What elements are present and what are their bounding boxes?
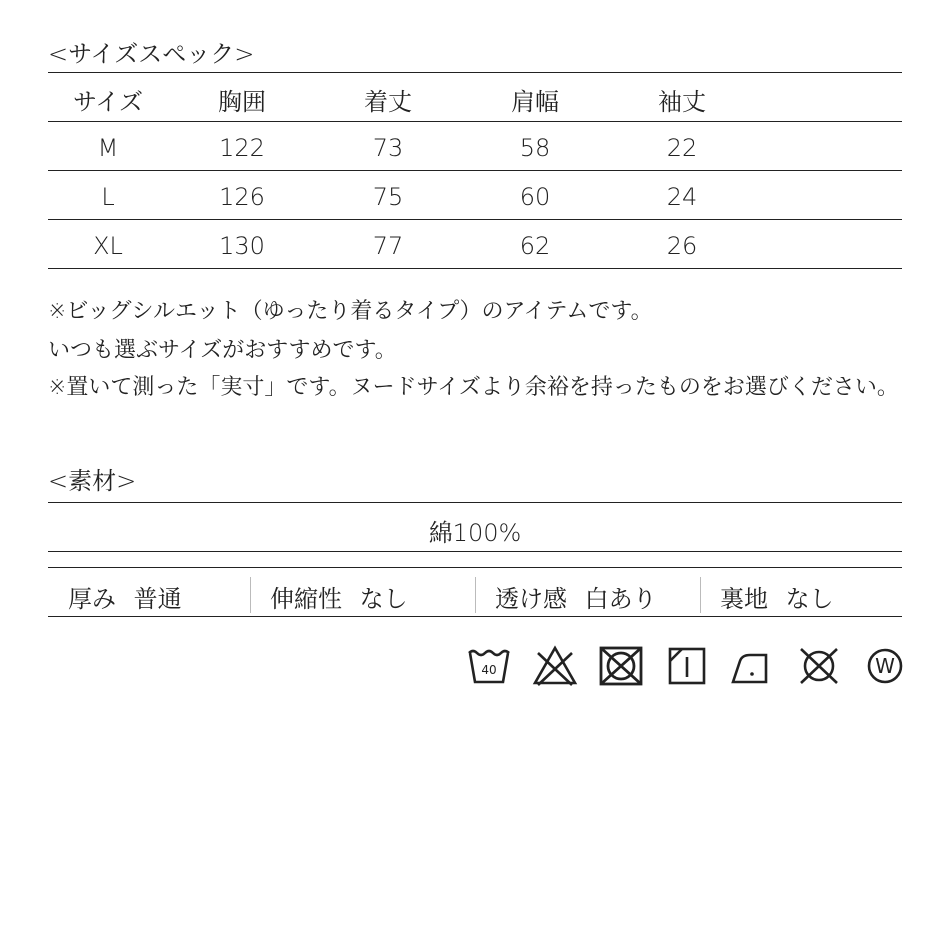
divider <box>250 577 251 613</box>
attribute-sheerness <box>495 579 657 614</box>
row-rule <box>48 219 902 220</box>
attribute-stretch <box>270 579 408 614</box>
no-tumble-dry-icon <box>598 645 644 687</box>
table-cell: 24 <box>666 183 698 211</box>
table-cell: M <box>97 134 119 162</box>
divider <box>700 577 701 613</box>
material-heading: <素材> <box>48 467 137 495</box>
attributes-top-rule <box>48 567 902 568</box>
table-cell: 26 <box>666 232 698 260</box>
note-line: ※ビッグシルエット（ゆったり着るタイプ）のアイテムです。 <box>48 299 653 324</box>
attribute-value: 白あり <box>584 585 657 613</box>
table-cell: 60 <box>519 183 551 211</box>
table-cell: 73 <box>372 134 404 162</box>
table-cell: 77 <box>372 232 404 260</box>
attribute-label: 透け感 <box>495 585 567 613</box>
note-line: いつも選ぶサイズがおすすめです。 <box>48 338 397 363</box>
attributes-bottom-rule <box>48 616 902 617</box>
iron-low-icon <box>730 645 776 687</box>
attribute-value: 普通 <box>133 585 182 613</box>
attribute-value: なし <box>359 585 408 613</box>
wet-clean-label: W <box>875 654 895 678</box>
table-cell: 22 <box>666 134 698 162</box>
table-cell: 75 <box>372 183 404 211</box>
material-bottom-rule <box>48 551 902 552</box>
column-header-length: 着丈 <box>364 88 412 116</box>
drip-dry-shade-icon <box>664 645 710 687</box>
attribute-label: 伸縮性 <box>270 585 342 613</box>
material-top-rule <box>48 502 902 503</box>
column-header-shoulder: 肩幅 <box>511 88 559 116</box>
attribute-label: 厚み <box>68 585 116 613</box>
column-header-chest: 胸囲 <box>218 88 266 116</box>
note-line: ※置いて測った「実寸」です。ヌードサイズより余裕を持ったものをお選びください。 <box>48 375 899 400</box>
row-rule <box>48 170 902 171</box>
column-header-sleeve: 袖丈 <box>658 88 706 116</box>
no-dry-clean-icon <box>796 645 842 687</box>
table-cell: 58 <box>519 134 551 162</box>
attribute-value: なし <box>785 585 834 613</box>
table-cell: XL <box>93 232 123 260</box>
attribute-thickness <box>68 579 182 614</box>
size-spec-heading: <サイズスペック> <box>48 40 255 68</box>
column-header-size: サイズ <box>72 88 144 116</box>
wet-clean-icon <box>862 645 908 687</box>
table-bottom-rule <box>48 268 902 269</box>
material-value: 綿100% <box>428 519 522 547</box>
table-cell: L <box>101 183 115 211</box>
table-cell: 126 <box>219 183 265 211</box>
attribute-label: 裏地 <box>720 585 768 613</box>
wash-temp-label: 40 <box>481 663 497 677</box>
divider <box>475 577 476 613</box>
no-bleach-icon <box>532 645 578 687</box>
table-cell: 122 <box>219 134 265 162</box>
table-top-rule <box>48 72 902 73</box>
table-cell: 62 <box>519 232 551 260</box>
table-cell: 130 <box>219 232 265 260</box>
header-rule <box>48 121 902 122</box>
wash-40-icon <box>466 645 512 687</box>
attribute-lining <box>720 579 834 614</box>
